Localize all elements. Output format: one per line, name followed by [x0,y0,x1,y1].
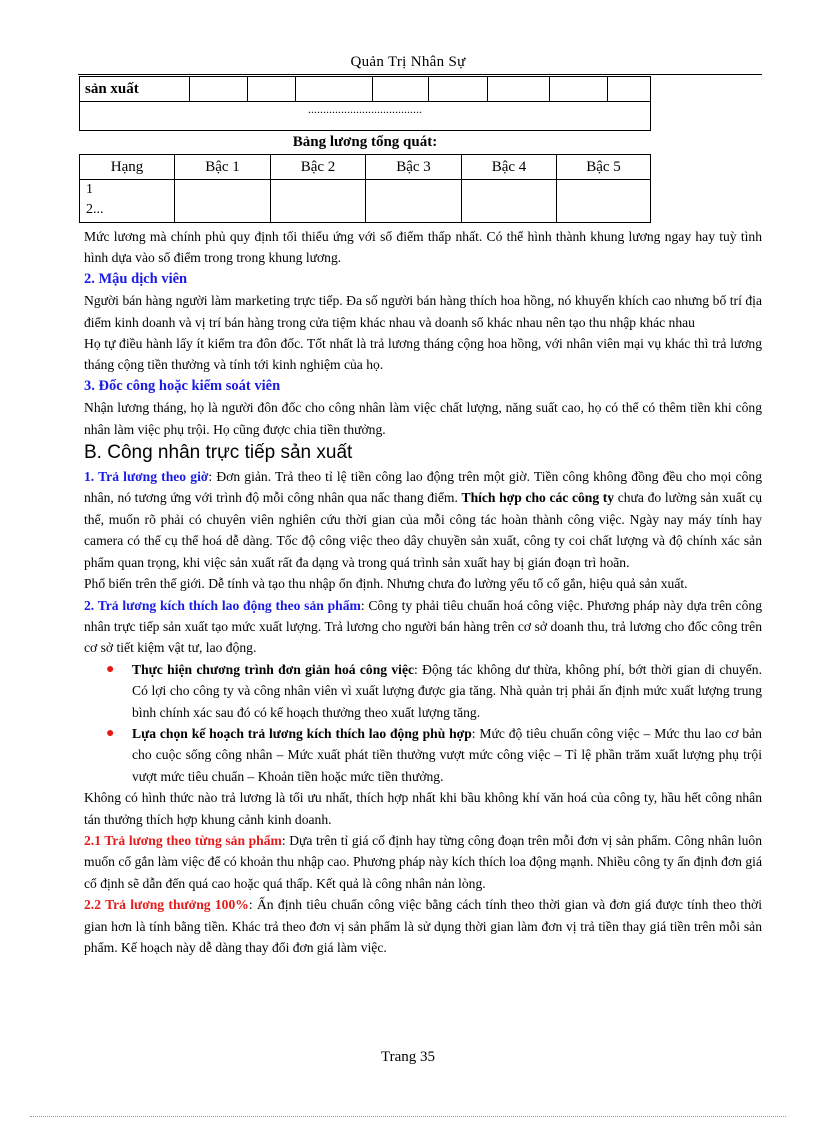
table-header-row [80,155,651,180]
table-row [80,180,651,223]
salary-table [79,154,651,223]
table-cell [608,77,651,102]
text: : Mức độ tiêu chuẩn công việc – Mức thu lao cơ bản cho cuộc sống công nhân – Mức xuất phát tiền thưởng vượt mức công việc – Tỉ lệ phần trăm xuất lượng phụ trội vượt mức tiêu chuẩn – Khoản tiền hoặc mức tiền thưởng. [132,725,762,784]
label-hourly-pay: 1. Trả lương theo giờ [84,469,209,485]
table-cell [550,77,608,102]
column-header-rank: Hạng [80,155,175,180]
dotted-filler: ...................................... [80,102,651,131]
column-header-level-3: Bậc 3 [366,155,462,180]
table-cell-production: sản xuất [80,77,190,102]
column-header-level-1: Bậc 1 [175,155,271,180]
bullet-icon: ● [106,661,115,677]
table-cell [366,180,462,223]
table-cell [296,77,373,102]
paragraph: Không có hình thức nào trả lương là tối ưu nhất, thích hợp nhất khi bầu không khí văn hoá của công ty, hầu hết công nhân tán thưởng thích hợp khung cảnh kinh doanh. [84,790,762,827]
salary-table-caption: Bảng lương tổng quát: [292,134,438,150]
running-header: Quản Trị Nhân Sự [350,54,466,70]
table-row [80,77,651,102]
page-number: Trang 35 [380,1049,436,1065]
text: : Đơn giản. Trả theo tỉ lệ tiền công lao động trên một giờ. Tiền công không đồng đều cho mọi công nhân, nó tương ứng với trình độ mỗi công nhân qua nấc thang điểm. [84,469,762,506]
column-header-level-5: Bậc 5 [557,155,651,180]
table-cell [373,77,429,102]
text: : Ấn định tiêu chuẩn công việc bằng cách tính theo thời gian và đơn giá được tính theo thời gian hơn là tính bằng tiền. Khác trả theo đơn vị sản phẩm là sử dụng thời gian làm đơn vị trả tiền thay giá tiền trên mỗi sản phẩm. Kế hoạch này dễ dàng thay đổi đơn giá làm việc. [84,897,762,955]
emphasis: Thực hiện chương trình đơn giản hoá công việc [132,661,415,677]
rank-cell [80,180,175,223]
paragraph: Phổ biến trên thế giới. Dễ tính và tạo thu nhập ổn định. Nhưng chưa đo lường yếu tố cố gắn, hiệu quả sản xuất. [84,576,688,592]
table-cell [271,180,366,223]
table-cell [175,180,271,223]
production-table [79,76,651,131]
text: chưa đo lường sản xuất cụ thể, muốn rõ phải có chuyên viên nghiên cứu thời gian của mỗi công tác hoàn thành công việc. Ngày nay máy tính hay camera có thể cụ thể hoá dễ dàng. Tốc độ công việc theo dây chuyền sản xuất, công ty coi chất lượng và độ chính xác sản phẩm quan trọng, khi việc sản xuất rất đa dạng và trong quá trình sản xuất hay bị gián đoạn trì hoãn. [84,490,763,570]
header-rule [78,74,762,75]
rank-2: 2... [86,202,104,217]
bullet-icon: ● [106,725,115,741]
table-cell [462,180,557,223]
paragraph-min-wage: Mức lương mà chính phủ quy định tối thiểu ứng với số điểm thấp nhất. Có thể hình thành khung lương ngay hay tuỳ tình hình dựa vào số điểm trong trong khung lương. [84,229,762,266]
table-cell [488,77,550,102]
column-header-level-4: Bậc 4 [462,155,557,180]
bullet-list [84,659,762,787]
table-cell [248,77,296,102]
table-cell [429,77,488,102]
text: : Dựa trên tỉ giá cố định hay từng công đoạn trên mỗi đơn vị sản phẩm. Công nhân luôn muốn cố gắn làm việc để có khoản thu nhập cao. Phương pháp này kích thích loa động mạnh. Nhiều công ty ấn định đơn giá cố định sẽ dẫn đến quá cao hoặc quá thấp. Kết quả là công nhân nản lòng. [84,832,762,891]
heading-trade-staff: 2. Mậu dịch viên [84,270,188,287]
paragraph: Họ tự điều hành lấy ít kiểm tra đôn đốc. Tốt nhất là trả lương tháng cộng hoa hồng, với nhân viên mại vụ khác thì trả lương tháng cộng tiền thưởng và tính tới kinh nghiệm của họ. [84,336,762,373]
list-item [106,659,762,723]
heading-foreman: 3. Đốc công hoặc kiểm soát viên [84,377,281,394]
paragraph-hourly-pay [84,466,762,573]
rank-1: 1 [86,182,93,197]
list-item [106,723,762,787]
table-row [80,102,651,131]
paragraph: Nhận lương tháng, họ là người đôn đốc cho công nhân làm việc chất lượng, năng suất cao, họ có thể có thêm tiền khi công nhân làm việc phụ trội. Họ cũng được chia tiền thưởng. [84,400,762,437]
emphasis: Thích hợp cho các công ty [461,490,615,506]
emphasis: Lựa chọn kế hoạch trả lương kích thích lao động phù hợp [132,725,472,741]
text: : Công ty phải tiêu chuẩn hoá công việc. Phương pháp này dựa trên công nhân trực tiếp sản xuất tạo mức xuất lượng. Trả lương cho người bán hàng trên cơ sở doanh thu, trả lương cho đốc công trên cơ sở tiết kiệm vật tư, lao động. [84,597,762,656]
footer-rule [30,1116,786,1117]
body-text [84,226,762,958]
column-header-level-2: Bậc 2 [271,155,366,180]
label-piece-rate: 2. Trả lương kích thích lao động theo sản phẩm [84,597,361,613]
section-heading-b: B. Công nhân trực tiếp sản xuất [84,442,353,464]
table-cell [190,77,248,102]
text: : Động tác không dư thừa, không phí, bớt thời gian di chuyển. Có lợi cho công ty và công nhân viên vì xuất lượng được gia tăng. Nhà quản trị phải ấn định mức xuất lượng trung bình chính xác sau đó có kế hoạch thưởng theo xuất lượng tăng. [132,661,762,720]
label-per-product: 2.1 Trả lương theo từng sản phẩm [84,832,282,848]
paragraph-piece-rate [84,595,762,659]
table-cell [557,180,651,223]
paragraph-bonus-100 [84,894,762,958]
paragraph-per-product [84,830,762,894]
paragraph: Người bán hàng người làm marketing trực tiếp. Đa số người bán hàng thích hoa hồng, nó khuyến khích cao nhưng bố trí địa điểm kinh doanh và vị trí bán hàng trong cửa tiệm khác nhau và doanh số khác nhau nên tạo thu nhập khác nhau [84,293,762,330]
label-bonus-100: 2.2 Trả lương thưởng 100% [84,897,249,913]
